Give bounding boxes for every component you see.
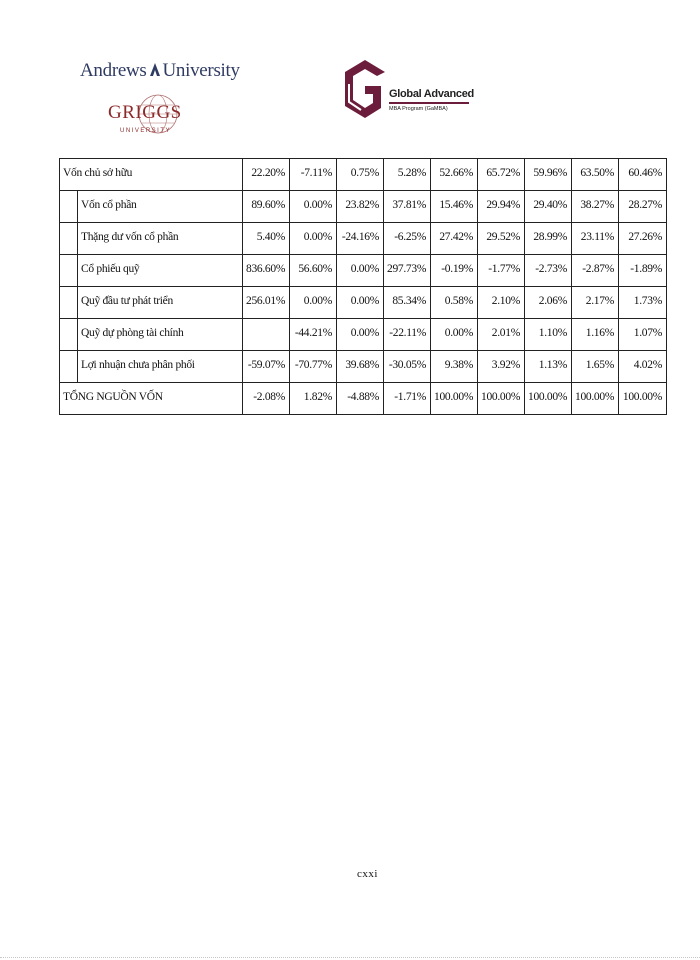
indent-cell (60, 287, 78, 319)
table-row (60, 159, 667, 191)
value-cell: 3.92% (478, 351, 525, 383)
value-cell: 28.99% (525, 223, 572, 255)
value-cell: 23.11% (572, 223, 619, 255)
value-cell: 1.13% (525, 351, 572, 383)
value-cell: 0.00% (337, 255, 384, 287)
value-cell: -59.07% (243, 351, 290, 383)
value-cell: 2.01% (478, 319, 525, 351)
page-number: cxxi (357, 868, 378, 880)
value-cell: 63.50% (572, 159, 619, 191)
indent-cell (60, 319, 78, 351)
value-cell: -44.21% (290, 319, 337, 351)
gamba-subtitle: MBA Program (GaMBA) (389, 106, 448, 112)
indent-cell (60, 223, 78, 255)
value-cell: 297.73% (384, 255, 431, 287)
value-cell: 29.94% (478, 191, 525, 223)
value-cell: 1.82% (290, 383, 337, 415)
value-cell: -30.05% (384, 351, 431, 383)
value-cell: 60.46% (619, 159, 667, 191)
value-cell: 38.27% (572, 191, 619, 223)
value-cell: 85.34% (384, 287, 431, 319)
value-cell: 22.20% (243, 159, 290, 191)
value-cell: 29.52% (478, 223, 525, 255)
value-cell: -0.19% (431, 255, 478, 287)
value-cell: 2.17% (572, 287, 619, 319)
griggs-wordmark: GRIGGS (108, 102, 182, 123)
table-row (60, 383, 667, 415)
value-cell: -70.77% (290, 351, 337, 383)
row-label: Quỹ dự phòng tài chính (78, 319, 243, 351)
value-cell: -7.11% (290, 159, 337, 191)
value-cell: 1.73% (619, 287, 667, 319)
value-cell: 0.00% (431, 319, 478, 351)
value-cell: 1.10% (525, 319, 572, 351)
value-cell: 27.42% (431, 223, 478, 255)
value-cell: 37.81% (384, 191, 431, 223)
table-row (60, 191, 667, 223)
value-cell: 100.00% (572, 383, 619, 415)
andrews-torch-icon (148, 62, 162, 78)
table-row (60, 319, 667, 351)
value-cell: 256.01% (243, 287, 290, 319)
value-cell: 4.02% (619, 351, 667, 383)
value-cell: 5.40% (243, 223, 290, 255)
row-label: TỔNG NGUỒN VỐN (60, 383, 243, 415)
table-row (60, 287, 667, 319)
value-cell: 836.60% (243, 255, 290, 287)
value-cell: -6.25% (384, 223, 431, 255)
value-cell: 65.72% (478, 159, 525, 191)
value-cell: -4.88% (337, 383, 384, 415)
value-cell: -24.16% (337, 223, 384, 255)
row-label: Lợi nhuận chưa phân phối (78, 351, 243, 383)
value-cell: 9.38% (431, 351, 478, 383)
gamba-logo (343, 58, 483, 128)
gamba-emblem-icon (343, 58, 387, 120)
indent-cell (60, 255, 78, 287)
value-cell: 29.40% (525, 191, 572, 223)
value-cell: 56.60% (290, 255, 337, 287)
value-cell: 100.00% (525, 383, 572, 415)
equity-ratio-table (59, 158, 667, 415)
value-cell: 100.00% (478, 383, 525, 415)
andrews-griggs-logo (80, 58, 240, 154)
value-cell: 1.65% (572, 351, 619, 383)
value-cell (243, 319, 290, 351)
row-label: Vốn chủ sở hữu (60, 159, 243, 191)
value-cell: 89.60% (243, 191, 290, 223)
value-cell: 39.68% (337, 351, 384, 383)
value-cell: 5.28% (384, 159, 431, 191)
value-cell: 0.58% (431, 287, 478, 319)
table-row (60, 351, 667, 383)
value-cell: 100.00% (431, 383, 478, 415)
indent-cell (60, 351, 78, 383)
indent-cell (60, 191, 78, 223)
value-cell: 0.00% (290, 223, 337, 255)
value-cell: 59.96% (525, 159, 572, 191)
value-cell: 0.00% (337, 287, 384, 319)
row-label: Thặng dư vốn cổ phần (78, 223, 243, 255)
value-cell: 15.46% (431, 191, 478, 223)
row-label: Quỹ đầu tư phát triển (78, 287, 243, 319)
page-bottom-divider (0, 957, 700, 958)
value-cell: 2.06% (525, 287, 572, 319)
value-cell: -22.11% (384, 319, 431, 351)
value-cell: 0.00% (290, 191, 337, 223)
value-cell: -2.87% (572, 255, 619, 287)
value-cell: 0.75% (337, 159, 384, 191)
row-label: Cổ phiếu quỹ (78, 255, 243, 287)
value-cell: 0.00% (290, 287, 337, 319)
table-row (60, 223, 667, 255)
value-cell: 28.27% (619, 191, 667, 223)
value-cell: 1.16% (572, 319, 619, 351)
value-cell: 1.07% (619, 319, 667, 351)
value-cell: 0.00% (337, 319, 384, 351)
value-cell: -1.71% (384, 383, 431, 415)
griggs-logo (106, 92, 182, 152)
row-label: Vốn cổ phần (78, 191, 243, 223)
table-body (60, 159, 667, 415)
value-cell: -1.77% (478, 255, 525, 287)
value-cell: -2.73% (525, 255, 572, 287)
value-cell: 52.66% (431, 159, 478, 191)
value-cell: 27.26% (619, 223, 667, 255)
table-row (60, 255, 667, 287)
griggs-caption: UNIVERSITY (120, 128, 172, 134)
value-cell: -1.89% (619, 255, 667, 287)
value-cell: 2.10% (478, 287, 525, 319)
gamba-divider (389, 102, 469, 104)
gamba-title: Global Advanced (389, 88, 474, 100)
value-cell: 23.82% (337, 191, 384, 223)
andrews-university-wordmark: Andrews University (80, 60, 240, 81)
value-cell: 100.00% (619, 383, 667, 415)
value-cell: -2.08% (243, 383, 290, 415)
